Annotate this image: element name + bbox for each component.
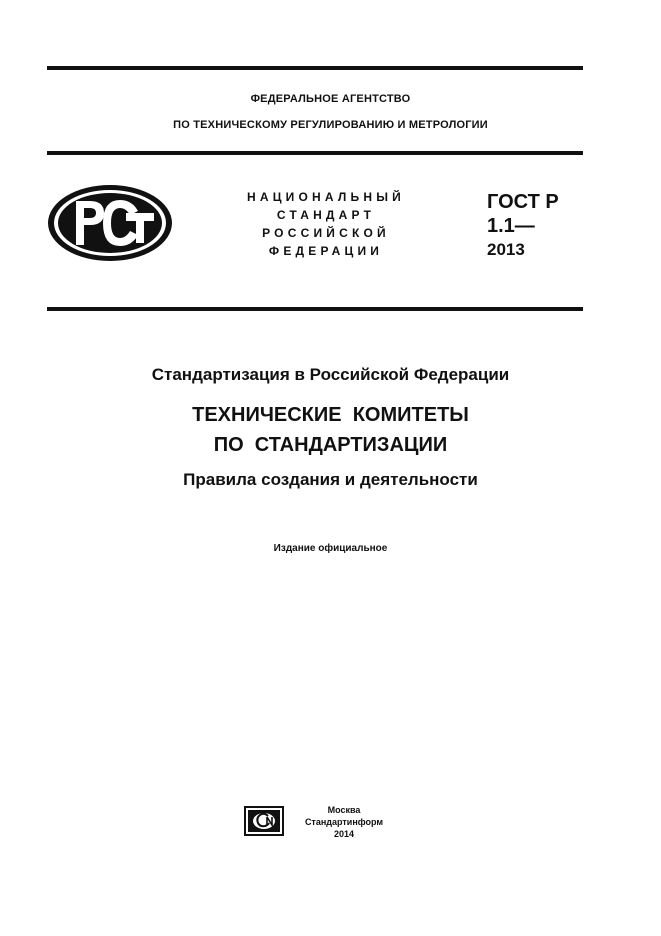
publisher-city: Москва [327, 805, 361, 815]
agency-name-line1: ФЕДЕРАЛЬНОЕ АГЕНТСТВО [250, 93, 411, 105]
standard-code-year: 2013 [487, 240, 525, 259]
standard-kind-line4: ФЕДЕРАЦИИ [268, 244, 384, 258]
rst-certification-mark-icon [46, 183, 174, 268]
header-rule [47, 151, 583, 155]
top-rule [47, 66, 583, 70]
publisher-year: 2014 [333, 829, 355, 839]
publisher-block [292, 804, 396, 840]
standard-kind [236, 188, 416, 260]
subtitle: Правила создания и деятельности [183, 470, 478, 489]
standard-kind-line2: СТАНДАРТ [276, 208, 376, 222]
standard-rule [47, 307, 583, 311]
standard-kind-line3: РОССИЙСКОЙ [262, 226, 390, 240]
standard-code-line1: ГОСТ Р [487, 191, 559, 213]
standartinform-logo-icon [244, 806, 284, 841]
edition-label: Издание официальное [273, 543, 388, 554]
standard-code [487, 190, 559, 262]
publisher-name: Стандартинформ [304, 817, 384, 827]
standard-code-line2: 1.1— [487, 215, 535, 237]
standard-kind-line1: НАЦИОНАЛЬНЫЙ [246, 190, 406, 204]
series-title: Стандартизация в Российской Федерации [151, 365, 510, 384]
main-title-line2: ПО СТАНДАРТИЗАЦИИ [213, 434, 448, 456]
agency-name-line2: ПО ТЕХНИЧЕСКОМУ РЕГУЛИРОВАНИЮ И МЕТРОЛОГИИ [173, 119, 488, 131]
main-title-line1: ТЕХНИЧЕСКИЕ КОМИТЕТЫ [192, 404, 469, 426]
